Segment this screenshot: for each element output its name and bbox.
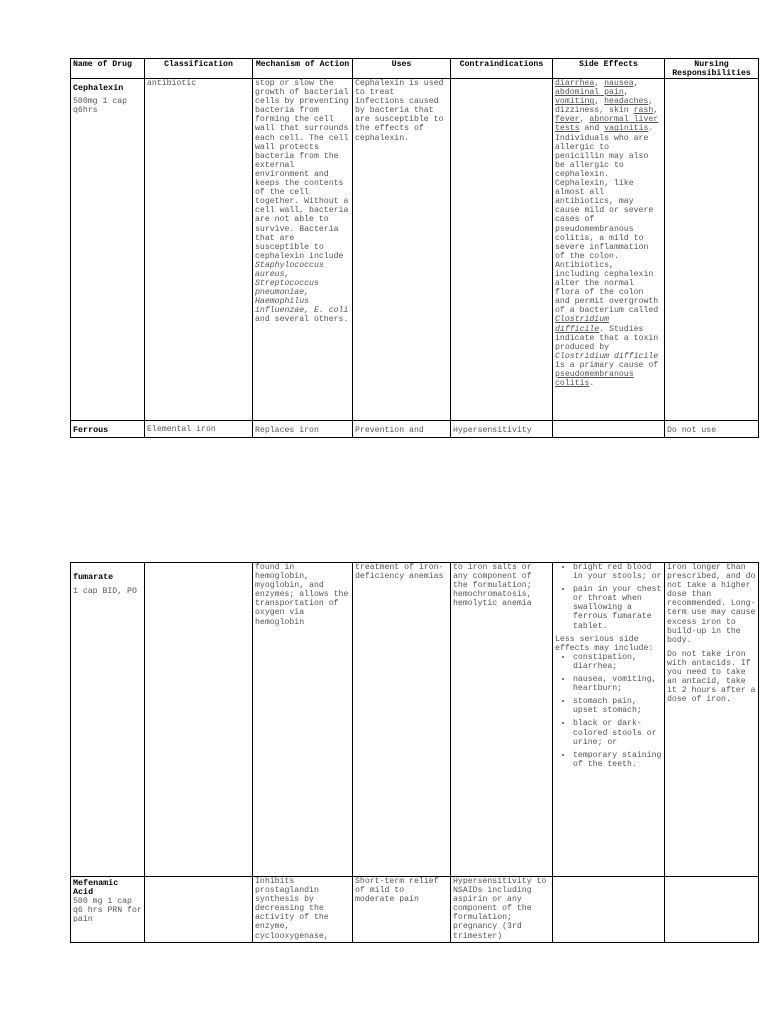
side-effects-cell	[553, 563, 665, 877]
uses-cell: treatment of iron-deficiency anemias	[353, 563, 451, 877]
header-uses: Uses	[353, 59, 451, 79]
nursing-cell	[665, 877, 759, 943]
drug-table-top	[70, 58, 759, 438]
uses-text: Prevention and	[355, 426, 424, 435]
side-effect-link[interactable]: vomiting	[555, 97, 595, 107]
side-effects-list-serious	[555, 563, 662, 631]
side-effect-link[interactable]: rash	[633, 106, 654, 116]
contraindications-text: Hypersensitivity	[453, 426, 532, 435]
side-effects-subheading: Less serious side effects may include:	[555, 634, 654, 653]
drug-name: Ferrous	[73, 425, 109, 435]
side-effect-link[interactable]: headaches	[604, 97, 649, 107]
header-side-effects: Side Effects	[553, 59, 665, 79]
list-item: • stomach pain, upset stomach;	[573, 697, 662, 715]
drug-dose: 500 mg 1 cap q6 hrs PRN for pain	[73, 897, 142, 925]
mechanism-text-end: and several others.	[255, 315, 349, 325]
classification-text: Elemental iron	[147, 425, 216, 434]
nursing-cell	[665, 79, 759, 421]
side-effect-link[interactable]: nausea	[604, 79, 634, 88]
side-effect-link[interactable]: fever	[555, 115, 580, 125]
mechanism-cell	[253, 79, 353, 421]
classification-cell	[145, 421, 253, 438]
list-item: • black or dark-colored stools or urine; or	[573, 719, 662, 746]
list-item: • pain in your chest or throat when swallowing a ferrous fumarate tablet.	[573, 585, 662, 630]
classification-cell	[145, 877, 253, 943]
side-effect-text: and	[584, 124, 600, 134]
nursing-text: Do not use	[667, 426, 717, 435]
mechanism-cell	[253, 421, 353, 438]
contraindications-cell: to iron salts or any component of the formulation; hemochromatosis, hemolytic anemia	[451, 563, 553, 877]
drug-name: Mefenamic Acid	[73, 878, 119, 898]
drug-name: Cephalexin	[73, 83, 124, 93]
nursing-cell	[665, 563, 759, 877]
side-effect-link[interactable]: Clostridium difficile	[555, 315, 610, 334]
drug-dose: 1 cap BID, PO	[73, 587, 137, 597]
side-effect-link[interactable]: abdominal pain	[555, 88, 624, 98]
contraindications-cell	[451, 421, 553, 438]
side-effect-text: Individuals who are allergic to penicillin may also be allergic to cephalexin. Cephalexin, like almost all antibiotics, may cause mild or severe cases of pseudomembranous colitis, a mild to severe inflammation of the colon. Antibiotics, including cephalexin alter the normal flora of the colon and permit overgrowth of a bacterium called	[555, 133, 659, 316]
nursing-text: Do not take iron with antacids. If you need to take an antacid, take it 2 hours after a dose of iron.	[667, 649, 756, 705]
classification-cell	[145, 563, 253, 877]
nursing-text: iron longer than prescribed, and do not take a higher dose than recommended. Long-term use may cause excess iron to build-up in the body.	[667, 563, 756, 645]
mechanism-bacteria: Staphylococcus aureus, Streptococcus pneumoniae, Haemophilus influenzae, E. coli	[255, 260, 349, 316]
side-effect-link[interactable]: diarrhea	[555, 79, 595, 88]
side-effect-link[interactable]: abnormal liver tests	[555, 115, 659, 134]
uses-cell	[353, 421, 451, 438]
side-effect-text: is a primary cause of	[555, 360, 659, 370]
mechanism-cell: found in hemoglobin, myoglobin, and enzymes; allows the transportation of oxygen via hemoglobin	[253, 563, 353, 877]
header-name: Name of Drug	[71, 59, 145, 79]
header-nursing: Nursing Responsibilities	[665, 59, 759, 79]
drug-name-cell	[71, 421, 145, 438]
drug-name-cell	[71, 877, 145, 943]
nursing-cell	[665, 421, 759, 438]
uses-cell: Short-term relief of mild to moderate pain	[353, 877, 451, 943]
header-contraindications: Contraindications	[451, 59, 553, 79]
side-effect-text: dizziness, skin	[555, 106, 629, 116]
mechanism-text: stop or slow the growth of bacterial cells by preventing bacteria from forming the cell wall that surrounds each cell. The cell wall protects bacteria from the external environment and keeps the contents of the cell together. Without a cell wall, bacteria are not able to survive. Bacteria that are susceptible to cephalexin include	[255, 79, 349, 261]
header-mechanism: Mechanism of Action	[253, 59, 353, 79]
contraindications-cell	[451, 79, 553, 421]
contraindications-cell: Hypersensitivity to NSAIDs including aspirin or any component of the formulation; pregnancy (3rd trimester)	[451, 877, 553, 943]
drug-name-cell	[71, 79, 145, 421]
table-row	[71, 563, 759, 877]
drug-name-cell	[71, 563, 145, 877]
mechanism-text: Replaces iron	[255, 426, 319, 435]
side-effect-text: Studies indicate that a toxin produced by	[555, 324, 659, 352]
side-effect-italic: Clostridium difficile	[555, 351, 659, 361]
list-item: • bright red blood in your stools; or	[573, 563, 662, 581]
side-effects-cell	[553, 877, 665, 943]
side-effects-list-minor	[555, 653, 662, 769]
table-row	[71, 79, 759, 421]
header-row	[71, 59, 759, 79]
drug-table-bottom	[70, 562, 759, 943]
header-classification: Classification	[145, 59, 253, 79]
side-effect-link[interactable]: vaginitis	[604, 124, 649, 134]
mechanism-cell: Inhibits prostaglandin synthesis by decreasing the activity of the enzyme, cyclooxygenase,	[253, 877, 353, 943]
list-item: • temporary staining of the teeth.	[573, 751, 662, 769]
table-row	[71, 421, 759, 438]
classification-cell: antibiotic	[145, 79, 253, 421]
side-effect-link[interactable]: pseudomembranous colitis	[555, 370, 634, 389]
side-effects-cell: diarrhea, nausea, abdominal pain, vomiting, headaches, dizziness, skin rash, fever, abnormal liver tests and vaginitis. Individuals who are allergic to penicillin may also be allergic to cephalexin. Cephalexin, like almost all antibiotics, may cause mild or severe cases of pseudomembranous colitis, a mild to severe inflammation of the colon. Antibiotics, including cephalexin alter the normal flora of the colon and permit overgrowth of a bacterium called Clostridium difficile. Studies indicate that a toxin produced by Clostridium difficile is a primary cause of pseudomembranous colitis.	[553, 79, 665, 421]
table-row	[71, 877, 759, 943]
drug-name: fumarate	[73, 572, 114, 582]
drug-dose: 500mg 1 cap q6hrs	[73, 97, 128, 116]
list-item: • nausea, vomiting, heartburn;	[573, 675, 662, 693]
uses-cell: Cephalexin is used to treat infections caused by bacteria that are susceptible to the effects of cephalexin.	[353, 79, 451, 421]
list-item: • constipation, diarrhea;	[573, 653, 662, 671]
side-effects-cell	[553, 421, 665, 438]
